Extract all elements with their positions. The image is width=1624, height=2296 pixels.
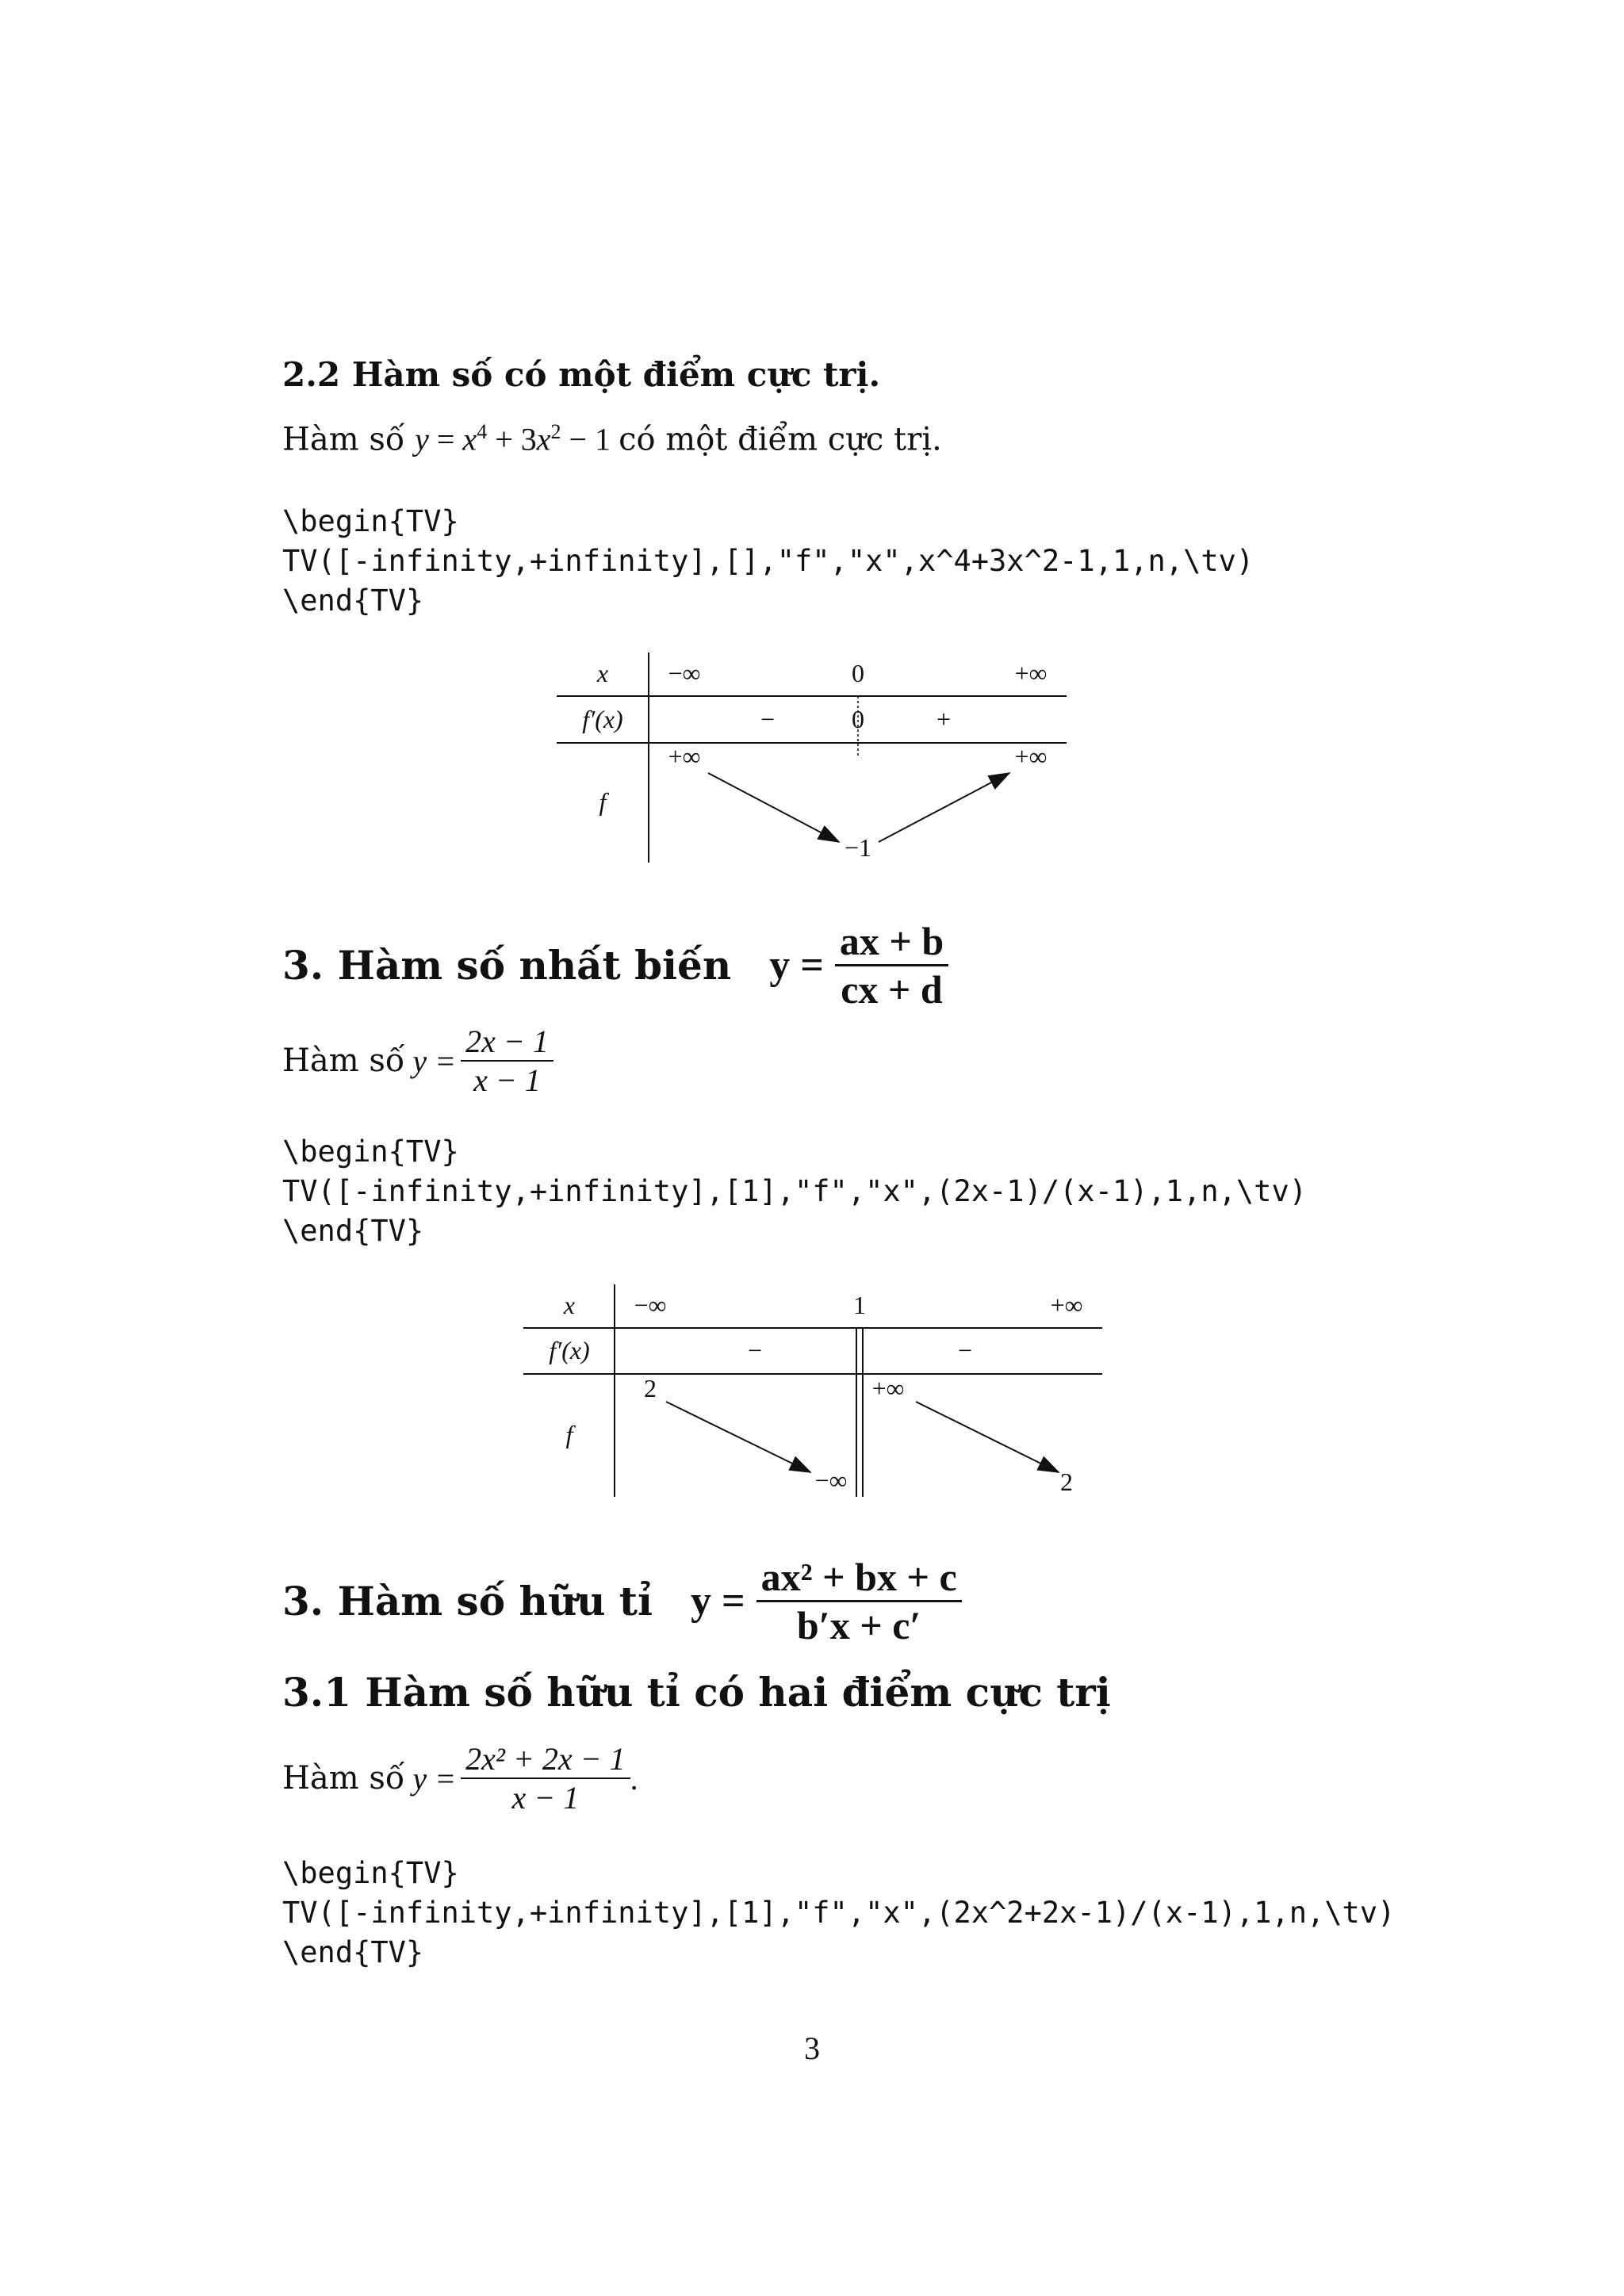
f-value: −∞ [814,1466,848,1494]
f-value: −1 [844,833,872,862]
code-line: \begin{TV} [282,504,459,538]
section-heading: 3. Hàm số nhất biến [282,942,732,989]
x-value: 1 [853,1291,866,1319]
func-fraction [461,1740,630,1816]
func-lhs: y = [412,1760,457,1797]
f-value: +∞ [1014,742,1048,771]
intro-suffix: có một điểm cực trị. [619,421,942,458]
func-fraction [461,1023,553,1099]
decreasing-arrow [666,1402,810,1472]
derivative-zero: 0 [852,705,864,733]
intro-paragraph: Hàm số $y = x^4 + 3x^2 - 1$ có một điểm cực trị. [282,420,942,458]
code-line: \begin{TV} [282,1135,459,1169]
func-lhs: y = [412,1043,457,1079]
page-number: 3 [804,2030,820,2066]
formula: y [415,421,429,457]
f-value: +∞ [871,1374,905,1402]
section-heading: 3.1 Hàm số hữu tỉ có hai điểm cực trị [282,1669,1111,1716]
code-line: \end{TV} [282,584,424,618]
func-numerator: 2x − 1 [465,1024,549,1059]
x-value: +∞ [1014,659,1048,687]
decreasing-arrow [708,773,839,842]
func-denominator: x − 1 [473,1062,541,1098]
x-value: +∞ [1050,1291,1083,1319]
decreasing-arrow [916,1402,1059,1472]
fprime-label: f′(x) [549,1336,590,1364]
f-label: f [599,787,607,816]
intro-prefix: Hàm số [282,421,405,458]
func-period: . [630,1760,638,1797]
derivative-sign: − [747,1336,763,1364]
derivative-sign: − [760,705,776,733]
increasing-arrow [879,773,1009,842]
func-denominator: x − 1 [511,1780,580,1816]
f-value: +∞ [668,742,701,771]
code-line: \begin{TV} [282,1856,459,1890]
intro-paragraph [282,1740,638,1816]
f-value: 2 [644,1374,657,1402]
section-heading: 3. Hàm số hữu tỉ [282,1578,653,1624]
formula-numerator: ax² + bx + c [760,1555,957,1599]
section-heading-row [282,1554,962,1648]
formula-denominator: b′x + c′ [796,1603,921,1647]
intro-paragraph [282,1023,553,1099]
code-block [282,1132,1307,1251]
section-heading: 2.2 Hàm số có một điểm cực trị. [282,355,881,394]
section-heading-row [282,918,948,1012]
fprime-label: f′(x) [582,705,623,733]
code-line: \end{TV} [282,1935,424,1969]
f-value: 2 [1060,1468,1073,1496]
derivative-sign: + [936,705,952,733]
code-block [282,1854,1395,1973]
func-numerator: 2x² + 2x − 1 [465,1741,626,1777]
x-label: x [563,1291,576,1319]
derivative-sign: − [957,1336,973,1364]
code-line: TV([-infinity,+infinity],[],"f","x",x^4+3x^2-1,1,n,\tv) [282,544,1254,578]
formula-lhs: y = [691,1578,745,1624]
intro-prefix: Hàm số [282,1043,405,1079]
formula-fraction [756,1554,962,1648]
formula-numerator: ax + b [839,919,944,963]
code-line: TV([-infinity,+infinity],[1],"f","x",(2x^2+2x-1)/(x-1),1,n,\tv) [282,1896,1396,1930]
x-label: x [596,659,609,687]
x-value: −∞ [634,1291,667,1319]
formula-fraction [835,918,948,1012]
formula-denominator: cx + d [841,967,943,1012]
formula-lhs: y = [769,943,824,988]
f-label: f [565,1420,573,1448]
x-value: −∞ [668,659,701,687]
intro-prefix: Hàm số [282,1760,405,1797]
code-line: \end{TV} [282,1214,424,1248]
x-value: 0 [852,659,864,687]
code-line: TV([-infinity,+infinity],[1],"f","x",(2x-1)/(x-1),1,n,\tv) [282,1174,1308,1208]
